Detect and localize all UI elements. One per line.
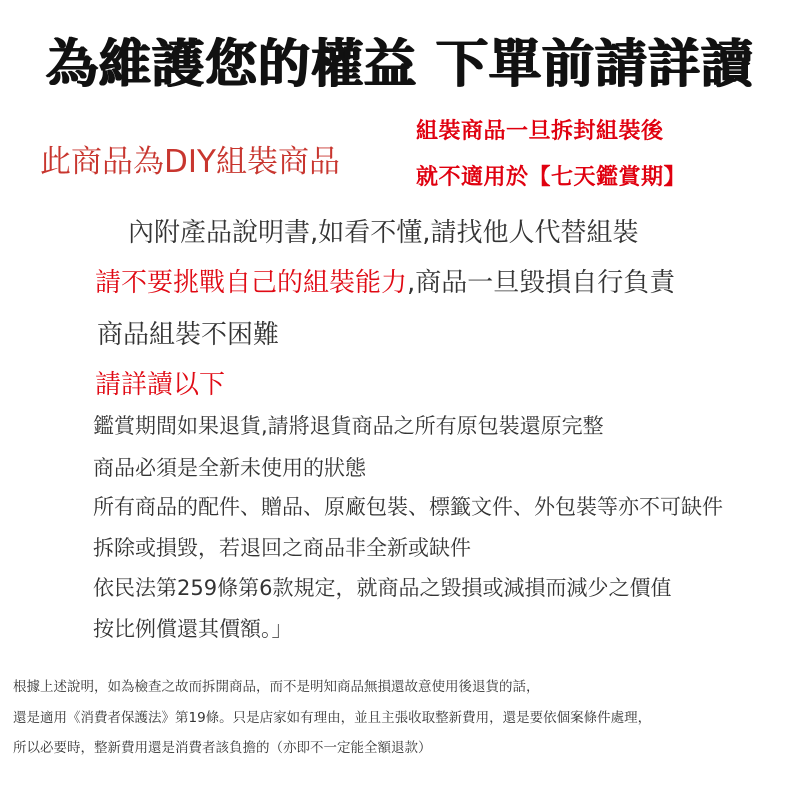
footnote-line: 所以必要時，整新費用還是消費者該負擔的（亦即不一定能全額退款） — [13, 740, 432, 756]
challenge-responsibility: ,商品一旦毀損自行負責 — [407, 268, 676, 298]
challenge-warning: 請不要挑戰自己的組裝能力 — [95, 268, 408, 298]
rule-item: 按比例償還其價額。」 — [93, 617, 293, 641]
footnote-line: 根據上述說明，如為檢查之故而拆開商品，而不是明知商品無損還故意使用後退貨的話， — [13, 679, 540, 695]
rule-item: 依民法第259條第6款規定，就商品之毀損或減損而減少之價值 — [93, 576, 672, 600]
diy-notice: 此商品為DIY組裝商品 — [40, 144, 340, 180]
read-below-heading: 請詳讀以下 — [95, 370, 226, 400]
rule-item: 商品必須是全新未使用的狀態 — [93, 456, 366, 480]
rule-item: 鑑賞期間如果退貨,請將退貨商品之所有原包裝還原完整 — [93, 414, 604, 438]
manual-note: 內附產品說明書,如看不懂,請找他人代替組裝 — [128, 218, 639, 248]
rule-item: 所有商品的配件、贈品、原廠包裝、標籤文件、外包裝等亦不可缺件 — [93, 495, 723, 519]
footnote-line: 還是適用《消費者保護法》第19條。只是店家如有理由，並且主張收取整新費用，還是要依個案條件處理， — [13, 710, 652, 726]
challenge-note — [95, 262, 675, 299]
warning-line-1: 組裝商品一旦拆封組裝後 — [416, 119, 664, 144]
warning-line-2: 就不適用於【七天鑑賞期】 — [416, 165, 687, 190]
easy-assembly-note: 商品組裝不困難 — [97, 320, 280, 350]
rule-item: 拆除或損毀，若退回之商品非全新或缺件 — [93, 536, 471, 560]
page-headline: 為維護您的權益 下單前請詳讀 — [45, 35, 755, 95]
